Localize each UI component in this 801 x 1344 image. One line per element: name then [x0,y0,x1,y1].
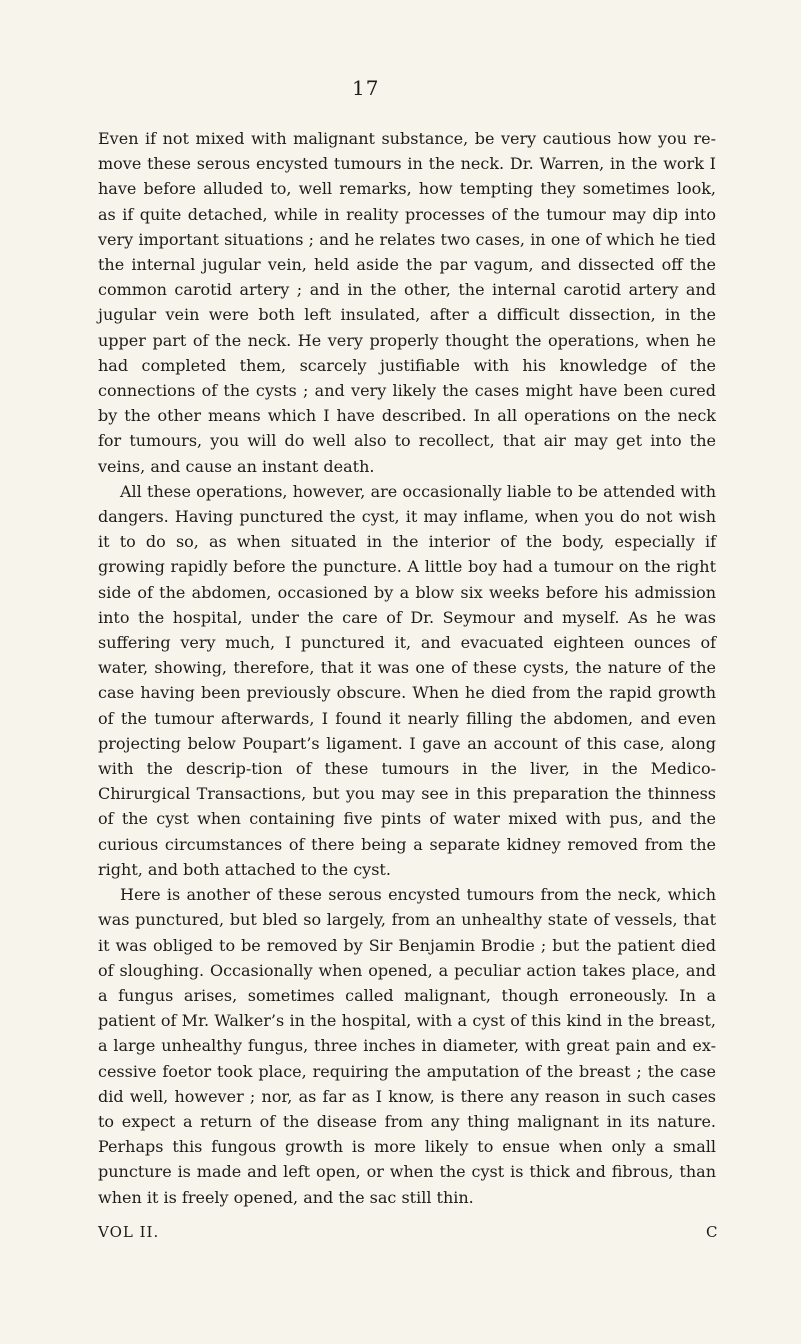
page-footer [98,1223,719,1241]
page-number: 17 [352,76,380,100]
paragraph-3: Here is another of these serous encysted tumours from the neck, which was punctured, but bled so largely, from an unhealthy state of vessels, that it was obliged to be removed by Sir Benjamin Brodie ; but the patient died of sloughing. Occasionally when opened, a peculiar action takes place, and a fungus arises, sometimes called malignant, though erroneously. In a patient of Mr. Walker’s in the hospital, with a cyst of this kind in the breast, a large unhealthy fungus, three inches in diameter, with great pain and ex-cessive foetor took place, requiring the amputation of the breast ; the case did well, however ; nor, as far as I know, is there any reason in such cases to expect a return of the disease from any thing malignant in its nature. Perhaps this fungous growth is more likely to ensue when only a small puncture is made and left open, or when the cyst is thick and fibrous, than when it is freely opened, and the sac still thin. [98,885,716,1207]
body-text [98,126,716,1210]
paragraph-2: All these operations, however, are occasionally liable to be attended with dangers. Having punctured the cyst, it may inflame, when you do not wish it to do so, as when situated in the interior of the body, especially if growing rapidly before the puncture. A little boy had a tumour on the right side of the abdomen, occasioned by a blow six weeks before his admission into the hospital, under the care of Dr. Seymour and myself. As he was suffering very much, I punctured it, and evacuated eighteen ounces of water, showing, therefore, that it was one of these cysts, the nature of the case having been previously obscure. When he died from the rapid growth of the tumour afterwards, I found it nearly filling the abdomen, and even projecting below Poupart’s ligament. I gave an account of this case, along with the descrip-tion of these tumours in the liver, in the Medico-Chirurgical Transactions, but you may see in this preparation the thinness of the cyst when containing five pints of water mixed with pus, and the curious circumstances of there being a separate kidney removed from the right, and both attached to the cyst. [98,481,716,879]
paragraph-1: Even if not mixed with malignant substance, be very cautious how you re-move these serous encysted tumours in the neck. Dr. Warren, in the work I have before alluded to, well remarks, how tempting they sometimes look, as if quite detached, while in reality processes of the tumour may dip into very important situations ; and he relates two cases, in one of which he tied the internal jugular vein, held aside the par vagum, and dissected off the common carotid artery ; and in the other, the internal carotid artery and jugular vein were both left insulated, after a difficult dissection, in the upper part of the neck. He very properly thought the operations, when he had completed them, scarcely justifiable with his knowledge of the connections of the cysts ; and very likely the cases might have been cured by the other means which I have described. In all operations on the neck for tumours, you will do well also to recollect, that air may get into the veins, and cause an instant death. [98,129,716,476]
volume-label: VOL II. [98,1223,160,1241]
signature-mark: C [706,1223,719,1241]
